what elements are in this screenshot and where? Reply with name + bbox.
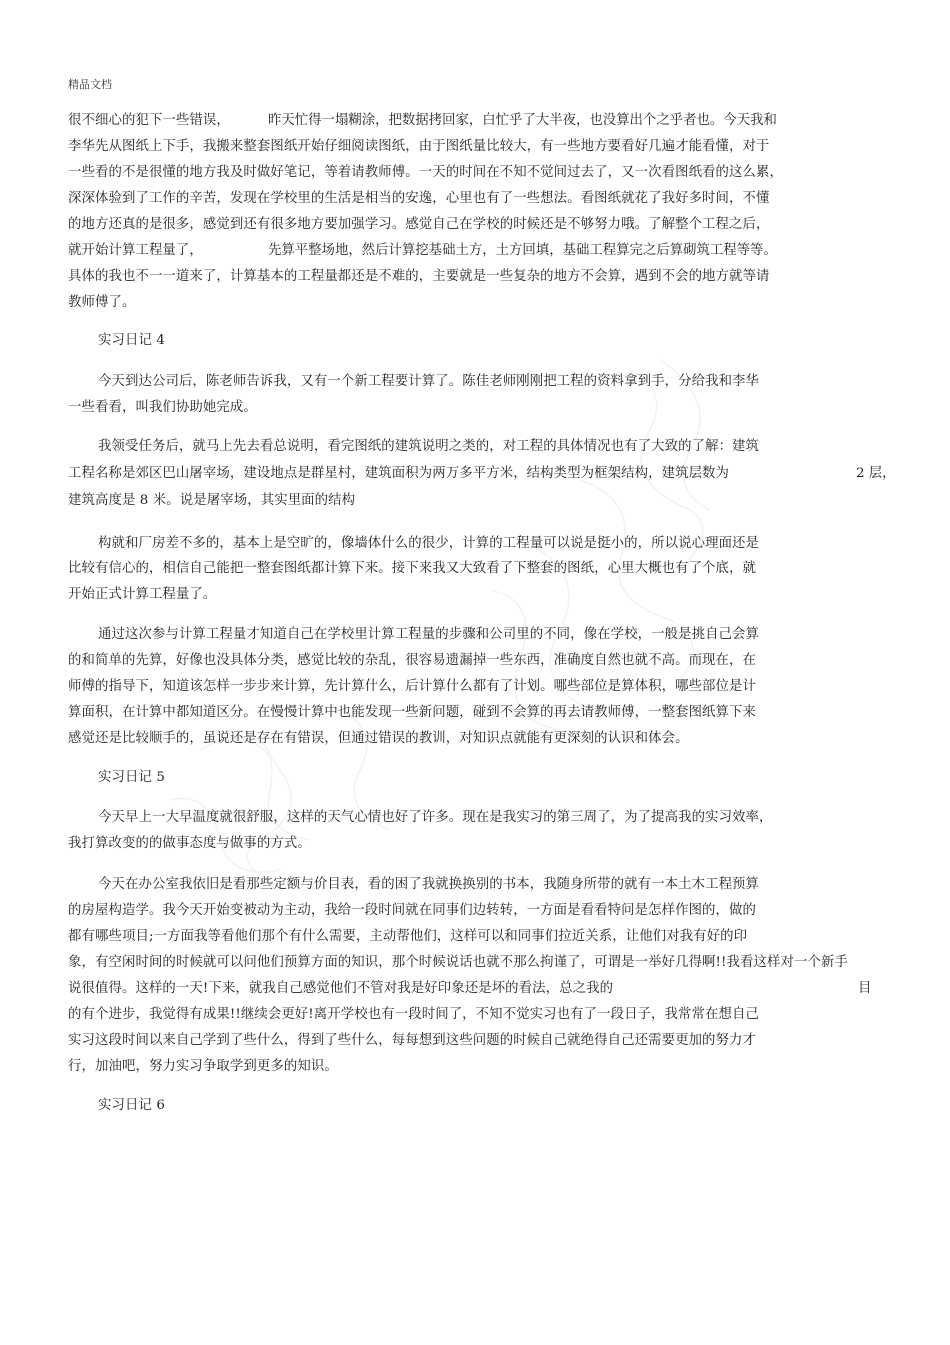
page-header: 精品文档: [68, 78, 112, 91]
paragraph-line: 工程名称是郊区巴山屠宰场，建设地点是群星村，建筑面积为两万多平方米，结构类型为框架结构，建筑层数为: [68, 466, 730, 481]
paragraph-line: 今天在办公室我依旧是看那些定额与价目表，看的困了我就换换别的书本，我随身所带的就有一本土木工程预算: [98, 877, 760, 892]
watermark-icon: [160, 330, 810, 890]
paragraph-line: 一些看看，叫我们协助她完成。: [68, 400, 257, 415]
paragraph-line: 的有个进步，我觉得有成果!!继续会更好!离开学校也有一段时间了，不知不觉实习也有了一段日子，我常常在想自己: [68, 1007, 759, 1022]
paragraph-line: 今天到达公司后，陈老师告诉我，又有一个新工程要计算了。陈佳老师刚刚把工程的资料拿到手，分给我和李华: [98, 374, 760, 389]
diary-heading: 实习日记 5: [98, 770, 165, 785]
paragraph-line: 就开始计算工程量了，: [68, 243, 203, 258]
paragraph-line: 具体的我也不一一道来了，计算基本的工程量都还是不难的，主要就是一些复杂的地方不会算，遇到不会的地方就等请: [68, 269, 770, 284]
paragraph-line: 通过这次参与计算工程量才知道自己在学校里计算工程量的步骤和公司里的不同，像在学校，一般是挑自己会算: [98, 627, 760, 642]
paragraph-line: 一些看的不是很懂的地方我及时做好笔记，等着请教师傅。一天的时间在不知不觉间过去了，又一次看图纸看的这么累，: [68, 165, 783, 180]
paragraph-line: 构就和厂房差不多的，基本上是空旷的，像墙体什么的很少，计算的工程量可以说是挺小的，所以说心理面还是: [98, 536, 760, 551]
paragraph-line: 算面积，在计算中都知道区分。在慢慢计算中也能发现一些新问题，碰到不会算的再去请教师傅，一整套图纸算下来: [68, 705, 757, 720]
paragraph-line: 我领受任务后，就马上先去看总说明，看完图纸的建筑说明之类的，对工程的具体情况也有了大致的了解：建筑: [98, 439, 760, 454]
paragraph-line: 今天早上一大早温度就很舒服，这样的天气心情也好了许多。现在是我实习的第三周了，为了提高我的实习效率，: [98, 810, 773, 825]
paragraph-line: 象，有空闲时间的时候就可以问他们预算方面的知识，那个时候说话也就不那么拘谨了，可谓是一举好几得啊!!我看这样对一个新手: [68, 955, 848, 970]
paragraph-line: 都有哪些项目;一方面我等看他们那个有什么需要，主动帮他们，这样可以和同事们拉近关系，让他们对我有好的印: [68, 929, 748, 944]
paragraph-line: 教师傅了。: [68, 295, 136, 310]
paragraph-line: 的地方还真的是很多，感觉到还有很多地方要加强学习。感觉自己在学校的时候还是不够努力哦。了解整个工程之后，: [68, 217, 770, 232]
paragraph-line: 实习这段时间以来自己学到了些什么，得到了些什么，每每想到这些问题的时候自己就绝得自己还需要更加的努力才: [68, 1033, 757, 1048]
paragraph-line: 感觉还是比较顺手的，虽说还是存在有错误，但通过错误的教训，对知识点就能有更深刻的认识和体会。: [68, 731, 689, 746]
diary-heading: 实习日记 4: [98, 333, 165, 348]
paragraph-line-right: 昨天忙得一塌糊涂，把数据拷回家，白忙乎了大半夜，也没算出个之乎者也。今天我和: [268, 113, 777, 128]
paragraph-line: 师傅的指导下，知道该怎样一步步来计算，先计算什么，后计算什么都有了计划。哪些部位是算体积，哪些部位是计: [68, 679, 757, 694]
paragraph-line: 比较有信心的，相信自己能把一整套图纸都计算下来。接下来我又大致看了下整套的图纸，心里大概也有了个底，就: [68, 561, 757, 576]
paragraph-line: 说很值得。这样的一天!下来，就我自己感觉他们不管对我是好印象还是坏的看法，总之我的: [68, 981, 614, 996]
paragraph-line-right: 先算平整场地，然后计算挖基础土方，土方回填，基础工程算完之后算砌筑工程等等。: [268, 243, 777, 258]
paragraph-line: 的和简单的先算，好像也没具体分类，感觉比较的杂乱，很容易遗漏掉一些东西，准确度自然也就不高。而现在，在: [68, 653, 757, 668]
paragraph-line: 行，加油吧，努力实习争取学到更多的知识。: [68, 1059, 338, 1074]
paragraph-line: 我打算改变的的做事态度与做事的方式。: [68, 836, 311, 851]
paragraph-line: 深深体验到了工作的辛苦，发现在学校里的生活是相当的安逸，心里也有了一些想法。看图纸就花了我好多时间，不懂: [68, 191, 770, 206]
paragraph-line-right: 目: [858, 981, 872, 996]
paragraph-line: 开始正式计算工程量了。: [68, 587, 217, 602]
diary-heading: 实习日记 6: [98, 1098, 165, 1113]
paragraph-line: 建筑高度是 8 米。说是屠宰场，其实里面的结构: [68, 493, 356, 508]
paragraph-line: 的房屋构造学。我今天开始变被动为主动，我给一段时间就在同事们边转转，一方面是看看特问是怎样作图的，做的: [68, 903, 757, 918]
paragraph-line: 很不细心的犯下一些错误，: [68, 113, 230, 128]
paragraph-line-right: 2 层，: [856, 466, 896, 481]
paragraph-line: 李华先从图纸上下手，我搬来整套图纸开始仔细阅读图纸，由于图纸量比较大，有一些地方要看好几遍才能看懂，对于: [68, 139, 770, 154]
